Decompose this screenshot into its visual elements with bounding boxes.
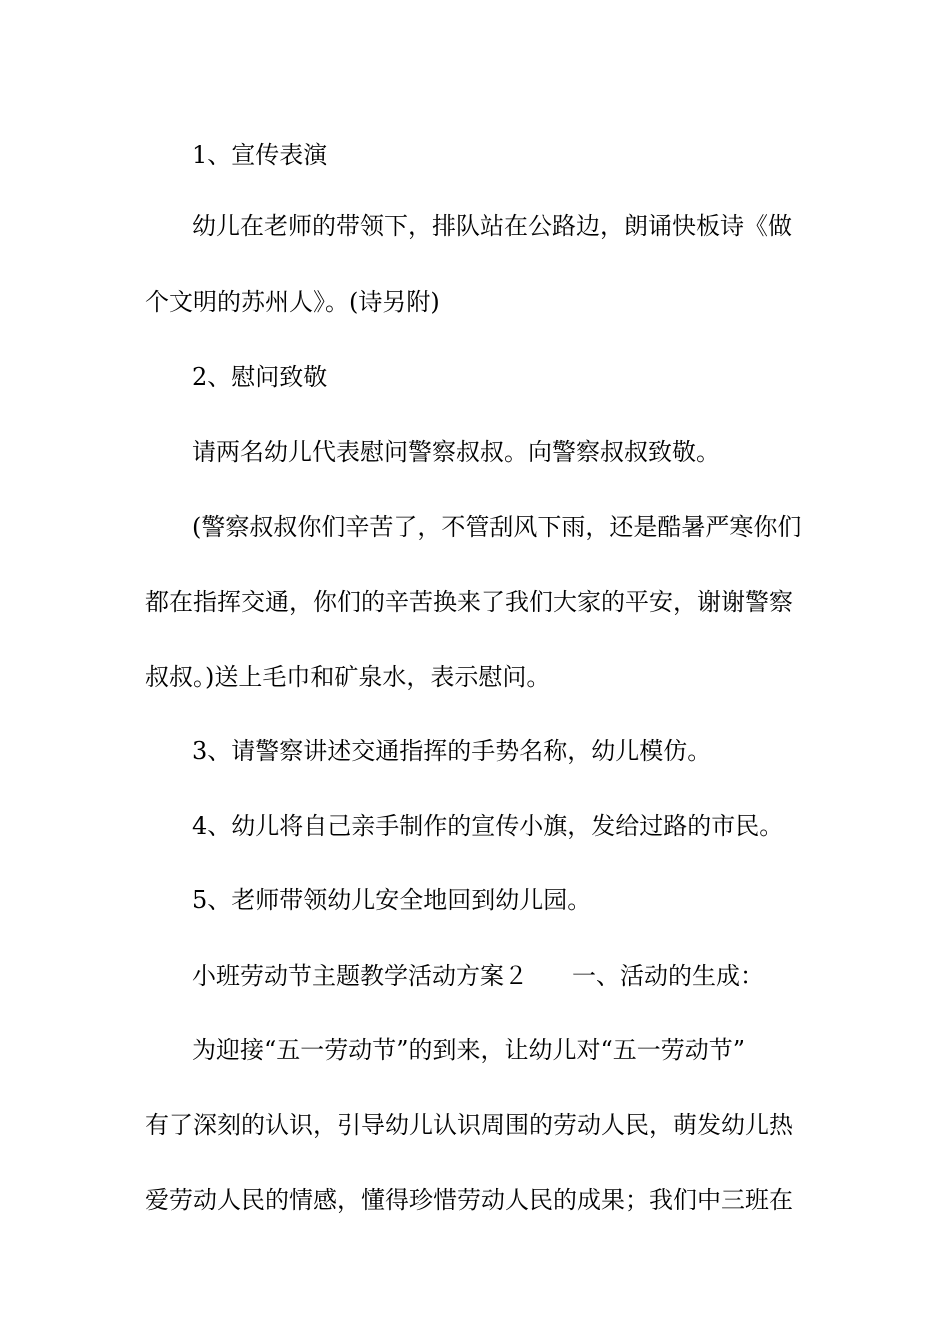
step-item-5: 5、老师带领幼儿安全地回到幼儿园。	[192, 886, 592, 914]
paragraph-line: 个文明的苏州人》。(诗另附)	[145, 288, 440, 316]
paragraph-line: 叔叔。)送上毛巾和矿泉水，表示慰问。	[145, 663, 551, 691]
paragraph-line: 为迎接“五一劳动节”的到来，让幼儿对“五一劳动节”	[192, 1036, 746, 1064]
paragraph-line: 爱劳动人民的情感，懂得珍惜劳动人民的成果；我们中三班在	[145, 1186, 793, 1214]
section-title-line	[192, 961, 764, 991]
paragraph-line: (警察叔叔你们辛苦了，不管刮风下雨，还是酷暑严寒你们	[192, 513, 802, 541]
step-item-4: 4、幼儿将自己亲手制作的宣传小旗，发给过路的市民。	[192, 812, 784, 840]
section-title: 小班劳动节主题教学活动方案２	[192, 962, 528, 990]
section-heading: 一、活动的生成：	[572, 962, 764, 990]
step-item-3: 3、请警察讲述交通指挥的手势名称，幼儿模仿。	[192, 737, 712, 765]
paragraph-line: 有了深刻的认识，引导幼儿认识周围的劳动人民，萌发幼儿热	[145, 1111, 793, 1139]
paragraph-line: 幼儿在老师的带领下，排队站在公路边，朗诵快板诗《做	[192, 212, 792, 240]
paragraph-line: 都在指挥交通，你们的辛苦换来了我们大家的平安，谢谢警察	[145, 588, 793, 616]
paragraph-line: 请两名幼儿代表慰问警察叔叔。向警察叔叔致敬。	[192, 438, 720, 466]
step-heading-2: 2、慰问致敬	[192, 363, 328, 391]
step-heading-1: 1、宣传表演	[192, 141, 328, 169]
